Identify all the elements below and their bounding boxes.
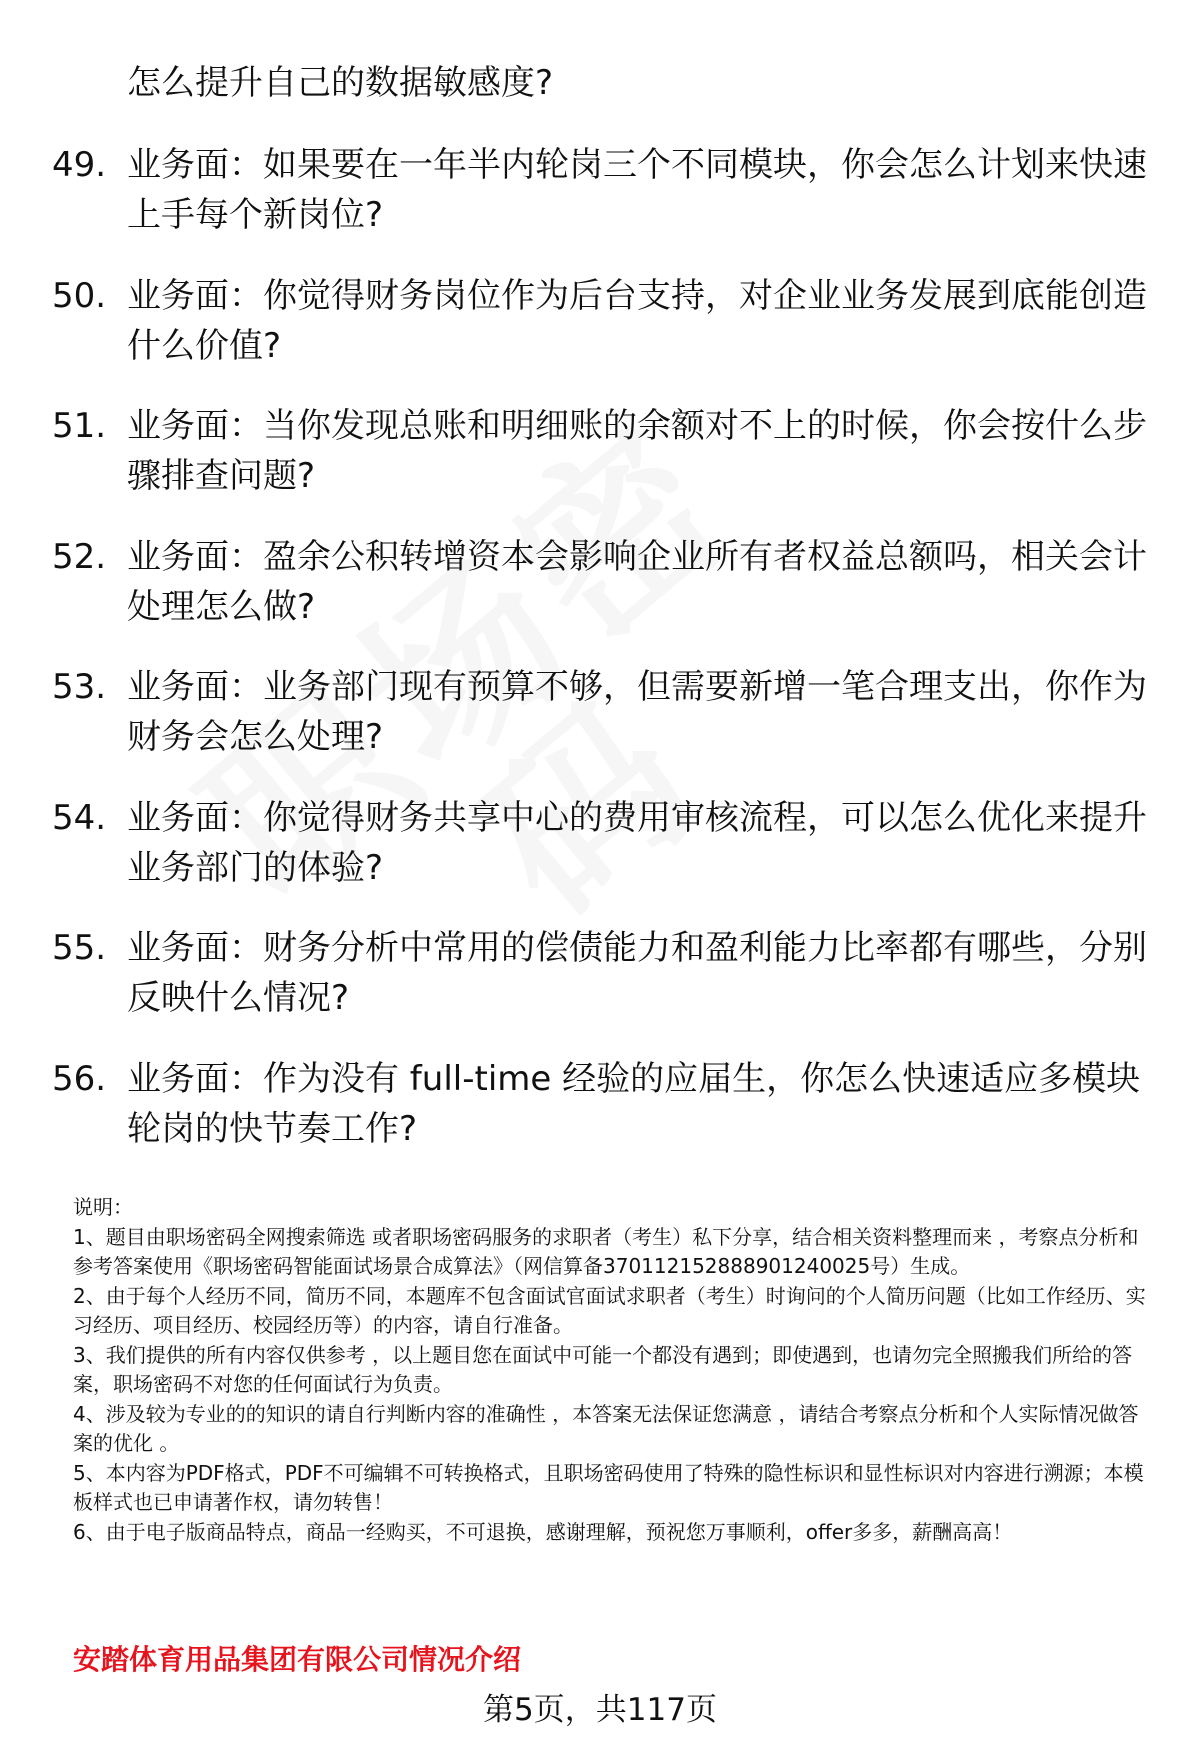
note-item: 1、题目由职场密码全网搜索筛选 或者职场密码服务的求职者（考生）私下分享，结合相关资料整理而来 ，考察点分析和参考答案使用《职场密码智能面试场景合成算法》（网信算备370112152888901240025号）生成。: [73, 1224, 1139, 1278]
question-item: [52, 1054, 1152, 1185]
question-number: 53.: [52, 667, 107, 707]
question-item: [52, 793, 1152, 924]
question-text: 业务面：当你发现总账和明细账的余额对不上的时候，你会按什么步骤排查问题?: [127, 406, 1147, 496]
question-text: 业务面：业务部门现有预算不够，但需要新增一笔合理支出，你作为财务会怎么处理?: [127, 667, 1147, 757]
question-continuation: 怎么提升自己的数据敏感度?: [127, 63, 554, 103]
note-item: 4、涉及较为专业的的知识的请自行判断内容的准确性 ，本答案无法保证您满意 ，请结合考察点分析和个人实际情况做答案的优化 。: [73, 1401, 1139, 1455]
note-item: 5、本内容为PDF格式，PDF不可编辑不可转换格式，且职场密码使用了特殊的隐性标识和显性标识对内容进行溯源；本模板样式也已申请著作权，请勿转售！: [73, 1460, 1144, 1514]
question-item: [52, 140, 1152, 271]
question-item: [52, 923, 1152, 1054]
question-item: [52, 532, 1152, 663]
question-number: 54.: [52, 797, 107, 838]
question-text: 业务面：你觉得财务共享中心的费用审核流程，可以怎么优化来提升业务部门的体验?: [127, 797, 1147, 888]
question-number: 49.: [52, 145, 107, 185]
question-list: [52, 140, 1152, 1184]
question-item: [52, 271, 1152, 402]
question-item: [52, 401, 1152, 532]
question-text: 业务面：财务分析中常用的偿债能力和盈利能力比率都有哪些，分别反映什么情况?: [127, 928, 1147, 1018]
question-text: 业务面：你觉得财务岗位作为后台支持，对企业业务发展到底能创造什么价值?: [127, 275, 1147, 366]
question-number: 52.: [52, 536, 107, 577]
question-text: 业务面：作为没有 full-time 经验的应届生，你怎么快速适应多模块轮岗的快节奏工作?: [127, 1058, 1141, 1149]
note-item: 6、由于电子版商品特点，商品一经购买，不可退换，感谢理解，预祝您万事顺利，offer多多，薪酬高高！: [73, 1519, 1013, 1544]
question-number: 55.: [52, 928, 107, 968]
question-number: 51.: [52, 406, 107, 446]
question-number: 56.: [52, 1058, 107, 1099]
company-title: 安踏体育用品集团有限公司情况介绍: [73, 1643, 522, 1676]
note-item: 2、由于每个人经历不同，简历不同，本题库不包含面试官面试求职者（考生）时询问的个人简历问题（比如工作经历、实习经历、项目经历、校园经历等）的内容，请自行准备。: [73, 1283, 1146, 1337]
question-text: 业务面：盈余公积转增资本会影响企业所有者权益总额吗，相关会计处理怎么做?: [127, 536, 1147, 627]
notes-heading: 说明：: [73, 1195, 133, 1219]
notes-section: [73, 1193, 1158, 1547]
question-item: [52, 662, 1152, 793]
page-number: 第5页，共117页: [483, 1692, 717, 1728]
question-number: 50.: [52, 275, 107, 316]
question-text: 业务面：如果要在一年半内轮岗三个不同模块，你会怎么计划来快速上手每个新岗位?: [127, 145, 1147, 235]
note-item: 3、我们提供的所有内容仅供参考 ，以上题目您在面试中可能一个都没有遇到；即使遇到，也请勿完全照搬我们所给的答案，职场密码不对您的任何面试行为负责。: [73, 1342, 1133, 1396]
